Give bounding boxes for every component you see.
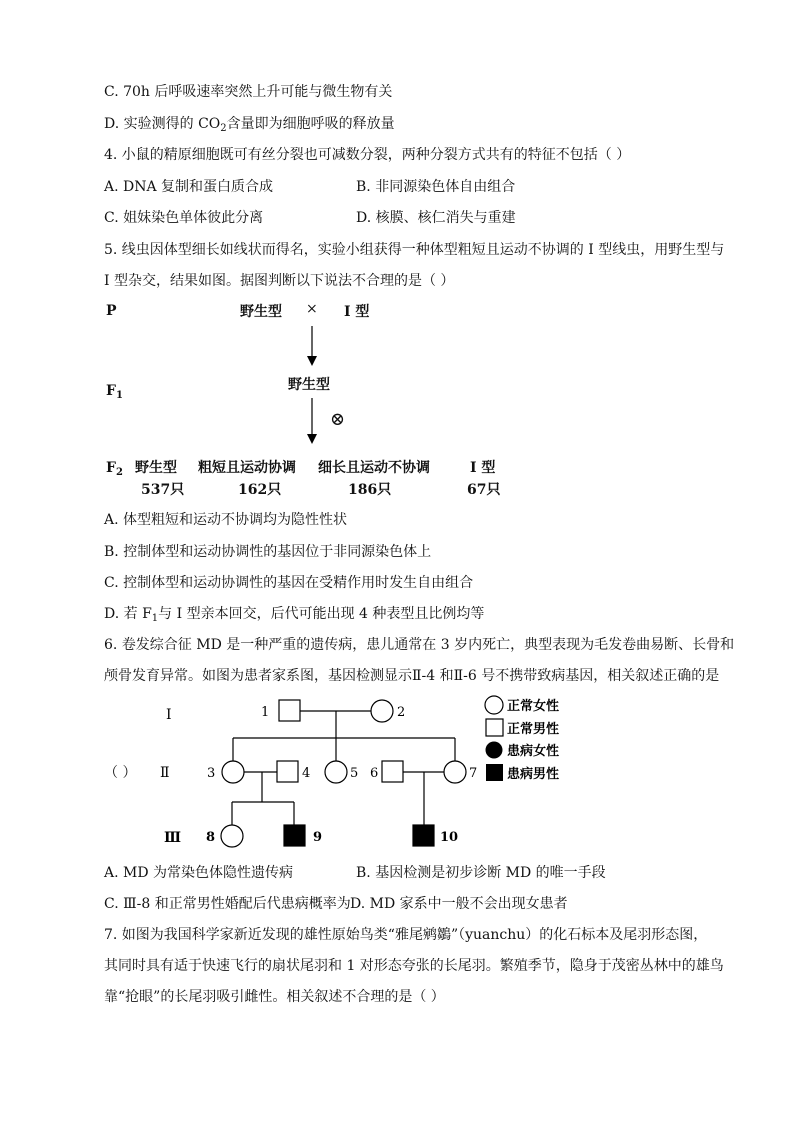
cross-parent1: 野生型	[240, 304, 282, 320]
f2-pheno-4: I 型	[470, 460, 496, 476]
pedigree-number-7: 7	[469, 766, 478, 781]
f2-count-1: 537只	[141, 482, 185, 498]
q7-stem-line2: 其同时具有适于快速飞行的扇状尾羽和 1 对形态夸张的长尾羽。繁殖季节，隐身于茂密丛林中的雄鸟	[104, 958, 724, 974]
pedigree-individual-8	[221, 825, 243, 847]
f2-pheno-1: 野生型	[135, 460, 177, 476]
q5-stem-line1: 5. 线虫因体型细长如线状而得名，实验小组获得一种体型粗短且运动不协调的 I 型线虫，用野生型与	[104, 242, 725, 258]
legend-affected-male: 患病男性	[507, 767, 560, 782]
q3-option-c: C. 70h 后呼吸速率突然上升可能与微生物有关	[104, 84, 393, 100]
cross-f1-label: $F_1$	[106, 383, 123, 401]
legend-affected-female: 患病女性	[507, 744, 560, 759]
q4-option-d: D. 核膜、核仁消失与重建	[356, 210, 516, 226]
legend-normal-male: 正常男性	[507, 722, 560, 737]
q7-stem-line3: 靠“抢眼”的长尾羽吸引雌性。相关叙述不合理的是（ ）	[104, 989, 445, 1005]
legend-affected-female-symbol	[486, 742, 503, 759]
q6-option-d: D. MD 家系中一般不会出现女患者	[350, 896, 568, 912]
pedigree-individual-5	[325, 761, 347, 783]
pedigree-number-3: 3	[207, 766, 216, 781]
pedigree-number-2: 2	[397, 705, 406, 720]
pedigree-number-8: 8	[206, 830, 216, 845]
legend-normal-female-symbol	[485, 696, 503, 714]
q6-stem-line2: 颅骨发育异常。如图为患者家系图，基因检测显示Ⅱ-4 和Ⅱ-6 号不携带致病基因，相关叙述正确的是	[104, 668, 720, 684]
q3-option-d: D. 实验测得的 $CO_2$含量即为细胞呼吸的释放量	[104, 116, 395, 134]
cross-f2-label: $F_2$	[106, 460, 123, 478]
legend-normal-male-symbol	[486, 719, 503, 736]
q5-option-d: D. 若 $F_1$与 I 型亲本回交，后代可能出现 4 种表型且比例均等	[104, 606, 485, 624]
cross-f1-phenotype: 野生型	[288, 377, 330, 393]
pedigree-individual-3	[222, 761, 244, 783]
legend-affected-male-symbol	[486, 764, 503, 781]
q4-stem: 4. 小鼠的精原细胞既可有丝分裂也可减数分裂，两种分裂方式共有的特征不包括（ ）	[104, 147, 631, 163]
pedigree-number-1: 1	[261, 705, 270, 720]
pedigree-individual-1	[279, 700, 300, 721]
pedigree-individual-2	[371, 700, 393, 722]
pedigree-individual-7	[444, 761, 466, 783]
q4-option-c: C. 姐妹染色单体彼此分离	[104, 210, 264, 226]
legend-normal-female: 正常女性	[507, 699, 560, 714]
q6-option-a: A. MD 为常染色体隐性遗传病	[104, 865, 294, 881]
pedigree-number-9: 9	[313, 830, 323, 845]
pedigree-number-6: 6	[370, 766, 379, 781]
f2-count-4: 67只	[467, 482, 501, 498]
selfing-symbol: ⊗	[330, 409, 346, 430]
cross-times: ×	[306, 301, 318, 317]
pedigree-gen-2-label: Ⅱ	[160, 765, 170, 781]
f2-count-3: 186只	[348, 482, 392, 498]
f2-pheno-3: 细长且运动不协调	[318, 460, 430, 476]
q6-option-b: B. 基因检测是初步诊断 MD 的唯一手段	[356, 865, 606, 881]
f2-count-2: 162只	[238, 482, 282, 498]
cross-parent2: I 型	[344, 304, 370, 320]
pedigree-gen-1-label: I	[166, 707, 172, 723]
pedigree-number-10: 10	[440, 830, 459, 845]
pedigree-gen-3-label: Ⅲ	[164, 830, 182, 846]
q7-stem-line1: 7. 如图为我国科学家新近发现的雄性原始鸟类“雅尾鹓鶵”（yuanchu）的化石标本及尾羽形态图，	[104, 927, 708, 943]
pedigree-number-4: 4	[302, 766, 311, 781]
pedigree-individual-9	[284, 825, 305, 846]
pedigree-individual-6	[382, 761, 403, 782]
q6-stem-line1: 6. 卷发综合征 MD 是一种严重的遗传病，患儿通常在 3 岁内死亡，典型表现为毛发卷曲易断、长骨和	[104, 637, 735, 653]
pedigree-individual-10	[413, 825, 434, 846]
q5-option-c: C. 控制体型和运动协调性的基因在受精作用时发生自由组合	[104, 575, 474, 591]
cross-p-label: P	[106, 303, 117, 319]
q5-option-b: B. 控制体型和运动协调性的基因位于非同源染色体上	[104, 544, 432, 560]
q5-stem-line2: I 型杂交，结果如图。据图判断以下说法不合理的是（ ）	[104, 273, 455, 289]
q4-option-b: B. 非同源染色体自由组合	[356, 179, 516, 195]
f2-pheno-2: 粗短且运动协调	[198, 460, 296, 476]
q4-option-a: A. DNA 复制和蛋白质合成	[104, 179, 274, 195]
pedigree-number-5: 5	[350, 766, 359, 781]
q5-option-a: A. 体型粗短和运动不协调均为隐性性状	[104, 512, 348, 528]
q6-option-c: C. Ⅲ-8 和正常男性婚配后代患病概率为	[104, 896, 351, 912]
pedigree-individual-4	[277, 761, 298, 782]
q6-answer-paren: （ ）	[104, 765, 137, 781]
